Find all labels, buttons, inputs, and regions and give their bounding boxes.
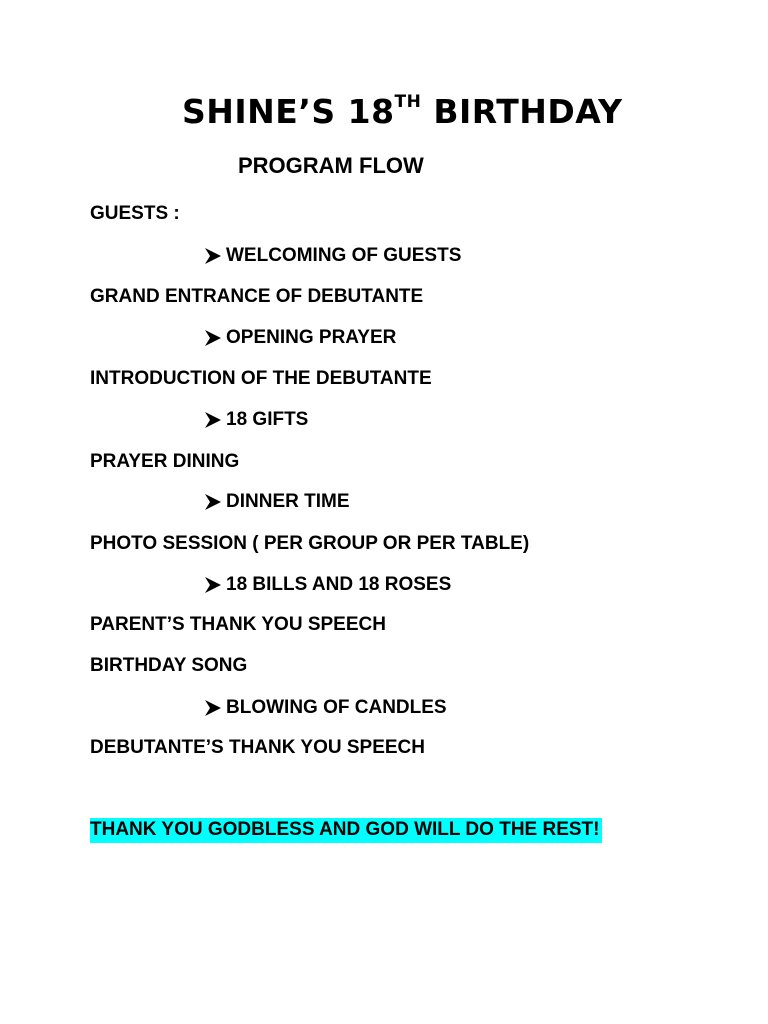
guests-heading: GUESTS :	[90, 203, 180, 224]
arrowhead-bullet-icon	[203, 575, 223, 595]
list-item: BIRTHDAY SONG	[90, 655, 248, 676]
list-item	[203, 245, 461, 267]
list-item	[203, 697, 447, 719]
page-subtitle: PROGRAM FLOW	[238, 153, 424, 178]
list-item: INTRODUCTION OF THE DEBUTANTE	[90, 368, 432, 389]
arrowhead-bullet-icon	[203, 698, 223, 718]
list-item: PRAYER DINING	[90, 451, 240, 472]
title-main: SHINE’S 18	[182, 92, 395, 131]
list-item	[203, 409, 308, 431]
list-item-text: BLOWING OF CANDLES	[226, 697, 447, 718]
title-end: BIRTHDAY	[421, 92, 623, 131]
title-superscript: TH	[394, 92, 422, 112]
list-item: PARENT’S THANK YOU SPEECH	[90, 614, 386, 635]
list-item: DEBUTANTE’S THANK YOU SPEECH	[90, 737, 425, 758]
arrowhead-bullet-icon	[203, 492, 223, 512]
list-item-text: 18 GIFTS	[226, 409, 309, 430]
list-item-text: WELCOMING OF GUESTS	[226, 245, 462, 266]
list-item	[203, 327, 396, 349]
list-item	[203, 491, 350, 513]
list-item-text: 18 BILLS AND 18 ROSES	[226, 574, 452, 595]
list-item: GRAND ENTRANCE OF DEBUTANTE	[90, 286, 424, 307]
list-item-text: DINNER TIME	[226, 491, 350, 512]
page-title	[182, 92, 623, 131]
list-item-text: OPENING PRAYER	[226, 327, 397, 348]
list-item	[203, 574, 451, 596]
arrowhead-bullet-icon	[203, 328, 223, 348]
list-item: PHOTO SESSION ( PER GROUP OR PER TABLE)	[90, 533, 530, 554]
arrowhead-bullet-icon	[203, 410, 223, 430]
arrowhead-bullet-icon	[203, 246, 223, 266]
closing-message: THANK YOU GODBLESS AND GOD WILL DO THE REST!	[90, 818, 602, 843]
